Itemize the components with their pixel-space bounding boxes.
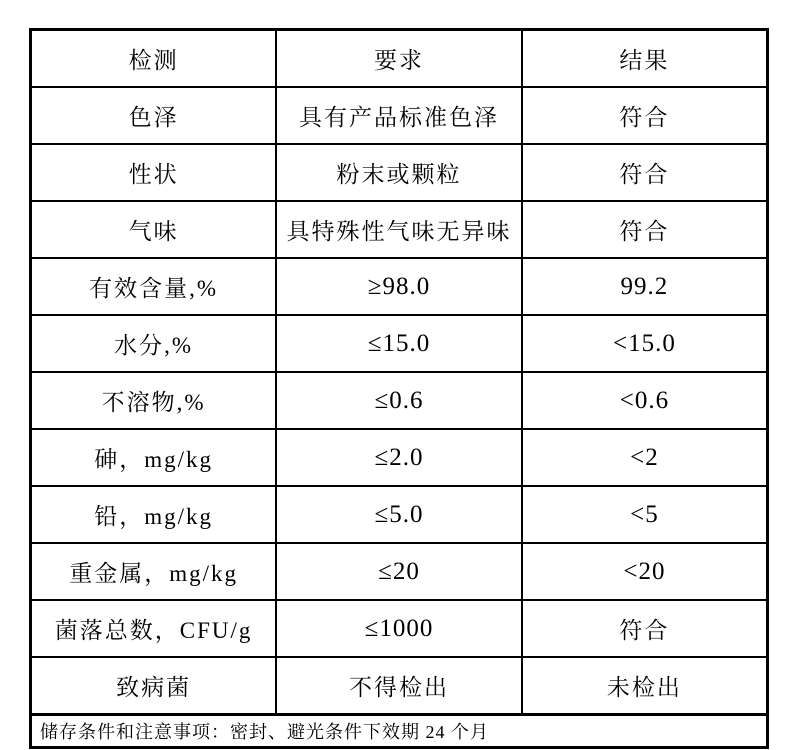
requirement-cell: ≤20 (276, 543, 522, 600)
requirement-cell: 不得检出 (276, 657, 522, 715)
test-item-cell: 致病菌 (31, 657, 277, 715)
column-header-requirement: 要求 (276, 30, 522, 88)
test-item-cell: 重金属，mg/kg (31, 543, 277, 600)
result-cell: <20 (522, 543, 768, 600)
table-row (31, 543, 768, 600)
result-cell: <15.0 (522, 315, 768, 372)
test-item-cell: 气味 (31, 201, 277, 258)
result-cell: <0.6 (522, 372, 768, 429)
test-item-cell: 不溶物,% (31, 372, 277, 429)
test-item-cell: 砷，mg/kg (31, 429, 277, 486)
test-item-cell: 菌落总数，CFU/g (31, 600, 277, 657)
requirement-cell: ≤0.6 (276, 372, 522, 429)
requirement-cell: ≤1000 (276, 600, 522, 657)
table-row (31, 429, 768, 486)
table-row (31, 201, 768, 258)
table-row (31, 486, 768, 543)
test-item-cell: 性状 (31, 144, 277, 201)
requirement-cell: ≥98.0 (276, 258, 522, 315)
requirement-cell: ≤15.0 (276, 315, 522, 372)
result-cell: 符合 (522, 87, 768, 144)
storage-note-row (31, 715, 768, 748)
requirement-cell: ≤5.0 (276, 486, 522, 543)
result-cell: 未检出 (522, 657, 768, 715)
inspection-spec-table (29, 28, 769, 749)
test-item-cell: 铅，mg/kg (31, 486, 277, 543)
result-cell: <5 (522, 486, 768, 543)
requirement-cell: 具特殊性气味无异味 (276, 201, 522, 258)
requirement-cell: ≤2.0 (276, 429, 522, 486)
result-cell: <2 (522, 429, 768, 486)
requirement-cell: 具有产品标准色泽 (276, 87, 522, 144)
table-row (31, 372, 768, 429)
test-item-cell: 有效含量,% (31, 258, 277, 315)
requirement-cell: 粉末或颗粒 (276, 144, 522, 201)
table-row (31, 144, 768, 201)
header-row (31, 30, 768, 88)
result-cell: 符合 (522, 201, 768, 258)
table-row (31, 315, 768, 372)
test-item-cell: 水分,% (31, 315, 277, 372)
column-header-result: 结果 (522, 30, 768, 88)
storage-note: 储存条件和注意事项：密封、避光条件下效期 24 个月 (31, 715, 768, 748)
table-row (31, 258, 768, 315)
result-cell: 符合 (522, 600, 768, 657)
test-item-cell: 色泽 (31, 87, 277, 144)
table-row (31, 600, 768, 657)
table-row (31, 657, 768, 715)
result-cell: 99.2 (522, 258, 768, 315)
column-header-test: 检测 (31, 30, 277, 88)
result-cell: 符合 (522, 144, 768, 201)
table-row (31, 87, 768, 144)
